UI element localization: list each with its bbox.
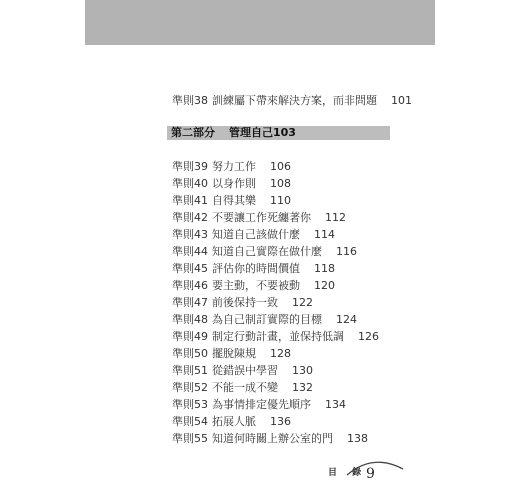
toc-entry[interactable] (172, 279, 335, 293)
entry-title: 拓展人脈 (212, 415, 256, 428)
entry-page: 138 (347, 432, 368, 445)
entry-title: 評估你的時間價值 (212, 262, 300, 275)
entry-code: 準則48 (172, 313, 208, 326)
part-heading-bar[interactable] (167, 126, 390, 140)
entry-title: 為事情排定優先順序 (212, 398, 311, 411)
toc-entry[interactable] (172, 330, 379, 344)
entry-page: 134 (325, 398, 346, 411)
entry-code: 準則38 (172, 94, 208, 107)
entry-page: 122 (292, 296, 313, 309)
entry-page: 136 (270, 415, 291, 428)
toc-entry[interactable] (172, 245, 357, 259)
entry-code: 準則53 (172, 398, 208, 411)
entry-code: 準則40 (172, 177, 208, 190)
entry-title: 以身作則 (212, 177, 256, 190)
entry-page: 124 (336, 313, 357, 326)
entry-code: 準則41 (172, 194, 208, 207)
toc-entry[interactable] (172, 160, 291, 174)
entry-title: 不要讓工作死纏著你 (212, 211, 311, 224)
entry-title: 知道何時關上辦公室的門 (212, 432, 333, 445)
entry-code: 準則46 (172, 279, 208, 292)
entry-page: 110 (270, 194, 291, 207)
toc-entry[interactable] (172, 364, 313, 378)
entry-code: 準則47 (172, 296, 208, 309)
entry-page: 130 (292, 364, 313, 377)
entry-page: 108 (270, 177, 291, 190)
entry-page: 120 (314, 279, 335, 292)
entry-code: 準則44 (172, 245, 208, 258)
entry-page: 114 (314, 228, 335, 241)
entry-code: 準則51 (172, 364, 208, 377)
entry-code: 準則50 (172, 347, 208, 360)
toc-entry[interactable] (172, 262, 335, 276)
entry-title: 前後保持一致 (212, 296, 278, 309)
entry-code: 準則54 (172, 415, 208, 428)
toc-entry[interactable] (172, 177, 291, 191)
toc-entry[interactable] (172, 228, 335, 242)
entry-code: 準則43 (172, 228, 208, 241)
footer-label: 目 錄 (328, 468, 368, 478)
entry-title: 知道自己實際在做什麼 (212, 245, 322, 258)
entry-page: 101 (391, 94, 412, 107)
entry-title: 制定行動計畫，並保持低調 (212, 330, 344, 343)
entry-title: 自得其樂 (212, 194, 256, 207)
entry-page: 118 (314, 262, 335, 275)
entry-title: 為自己制訂實際的目標 (212, 313, 322, 326)
toc-entry[interactable] (172, 415, 291, 429)
toc-entry[interactable] (172, 347, 291, 361)
entry-code: 準則52 (172, 381, 208, 394)
part-label: 第二部分 (171, 126, 215, 139)
part-page: 103 (273, 126, 296, 139)
entry-title: 訓練屬下帶來解決方案，而非問題 (212, 94, 377, 107)
entry-code: 準則42 (172, 211, 208, 224)
header-band (85, 0, 435, 45)
entry-title: 擺脫陳規 (212, 347, 256, 360)
entry-page: 128 (270, 347, 291, 360)
entry-page: 132 (292, 381, 313, 394)
entry-page: 112 (325, 211, 346, 224)
toc-entry[interactable] (172, 432, 368, 446)
toc-entry[interactable] (172, 296, 313, 310)
footer-page-number: 9 (366, 466, 375, 482)
entry-page: 126 (358, 330, 379, 343)
toc-entry[interactable] (172, 313, 357, 327)
entry-title: 努力工作 (212, 160, 256, 173)
entry-code: 準則45 (172, 262, 208, 275)
entry-title: 不能一成不變 (212, 381, 278, 394)
toc-entry-38[interactable] (172, 94, 412, 108)
entry-code: 準則39 (172, 160, 208, 173)
toc-entry[interactable] (172, 398, 346, 412)
entry-title: 要主動，不要被動 (212, 279, 300, 292)
entry-title: 從錯誤中學習 (212, 364, 278, 377)
entry-code: 準則55 (172, 432, 208, 445)
toc-entry[interactable] (172, 194, 291, 208)
entry-code: 準則49 (172, 330, 208, 343)
entry-title: 知道自己該做什麼 (212, 228, 300, 241)
entry-page: 116 (336, 245, 357, 258)
entry-page: 106 (270, 160, 291, 173)
toc-entry[interactable] (172, 211, 346, 225)
toc-entry[interactable] (172, 381, 313, 395)
part-title: 管理自己 (229, 126, 273, 139)
